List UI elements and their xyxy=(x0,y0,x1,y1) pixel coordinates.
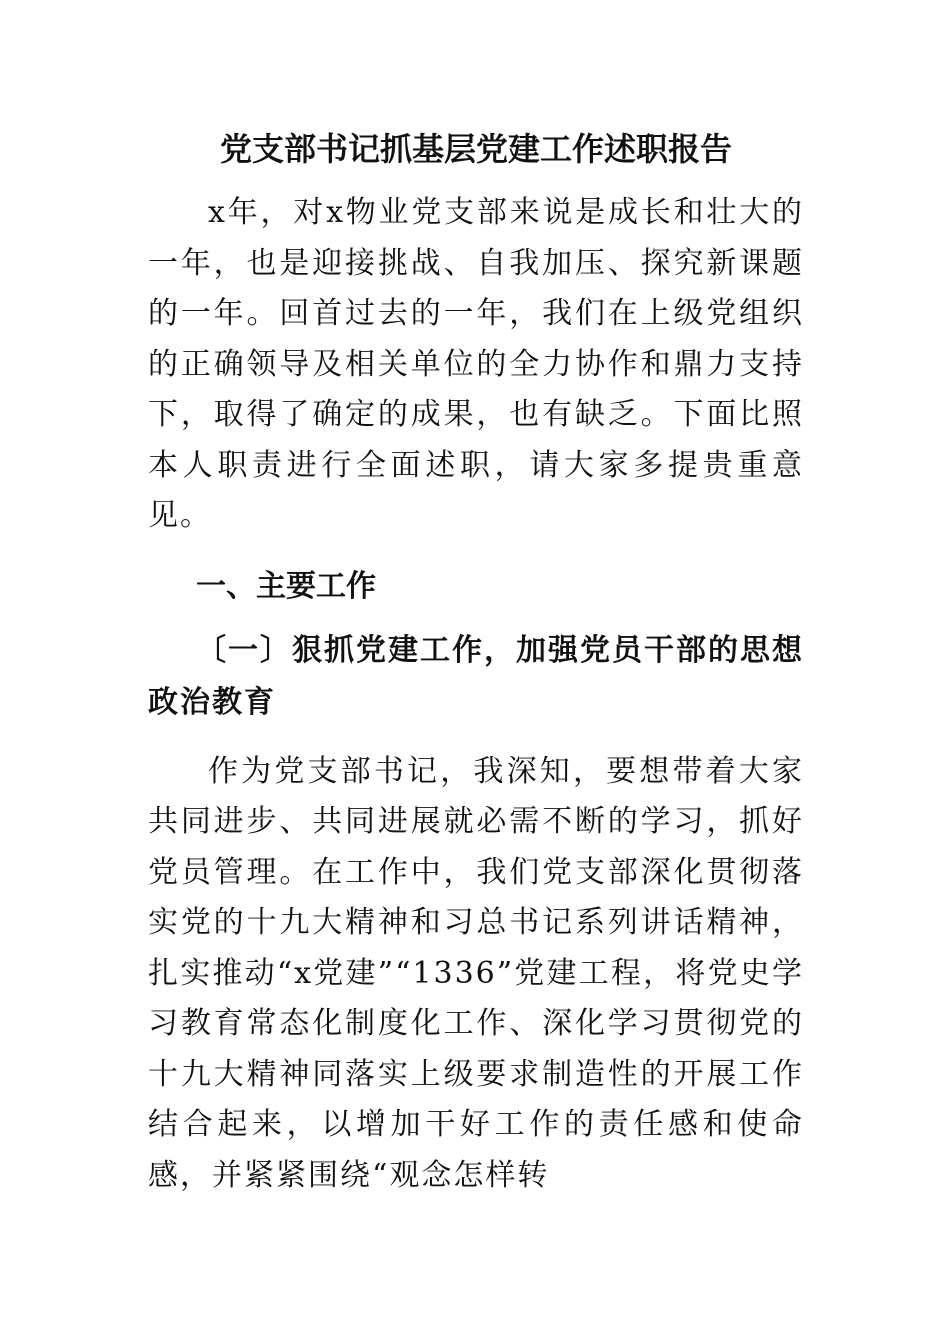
intro-paragraph: x年，对x物业党支部来说是成长和壮大的一年，也是迎接挑战、自我加压、探究新课题的一年。回首过去的一年，我们在上级党组织的正确领导及相关单位的全力协作和鼎力支持下，取得了确定的成果，也有缺乏。下面比照本人职责进行全面述职，请大家多提贵重意见。 xyxy=(148,195,804,533)
section-heading-main-work: 一、主要工作 xyxy=(196,568,376,604)
document-body xyxy=(148,124,804,1201)
document-title: 党支部书记抓基层党建工作述职报告 xyxy=(219,130,732,168)
subsection-heading-party-building: 〔一〕狠抓党建工作，加强党员干部的思想政治教育 xyxy=(148,632,804,720)
subsection-body-paragraph: 作为党支部书记，我深知，要想带着大家共同进步、共同进展就必需不断的学习，抓好党员管理。在工作中，我们党支部深化贯彻落实党的十九大精神和习总书记系列讲话精神，扎实推动“x党建”“1336”党建工程，将党史学习教育常态化制度化工作、深化学习贯彻党的十九大精神同落实上级要求制造性的开展工作结合起来，以增加干好工作的责任感和使命感，并紧紧围绕“观念怎样转 xyxy=(148,753,804,1193)
